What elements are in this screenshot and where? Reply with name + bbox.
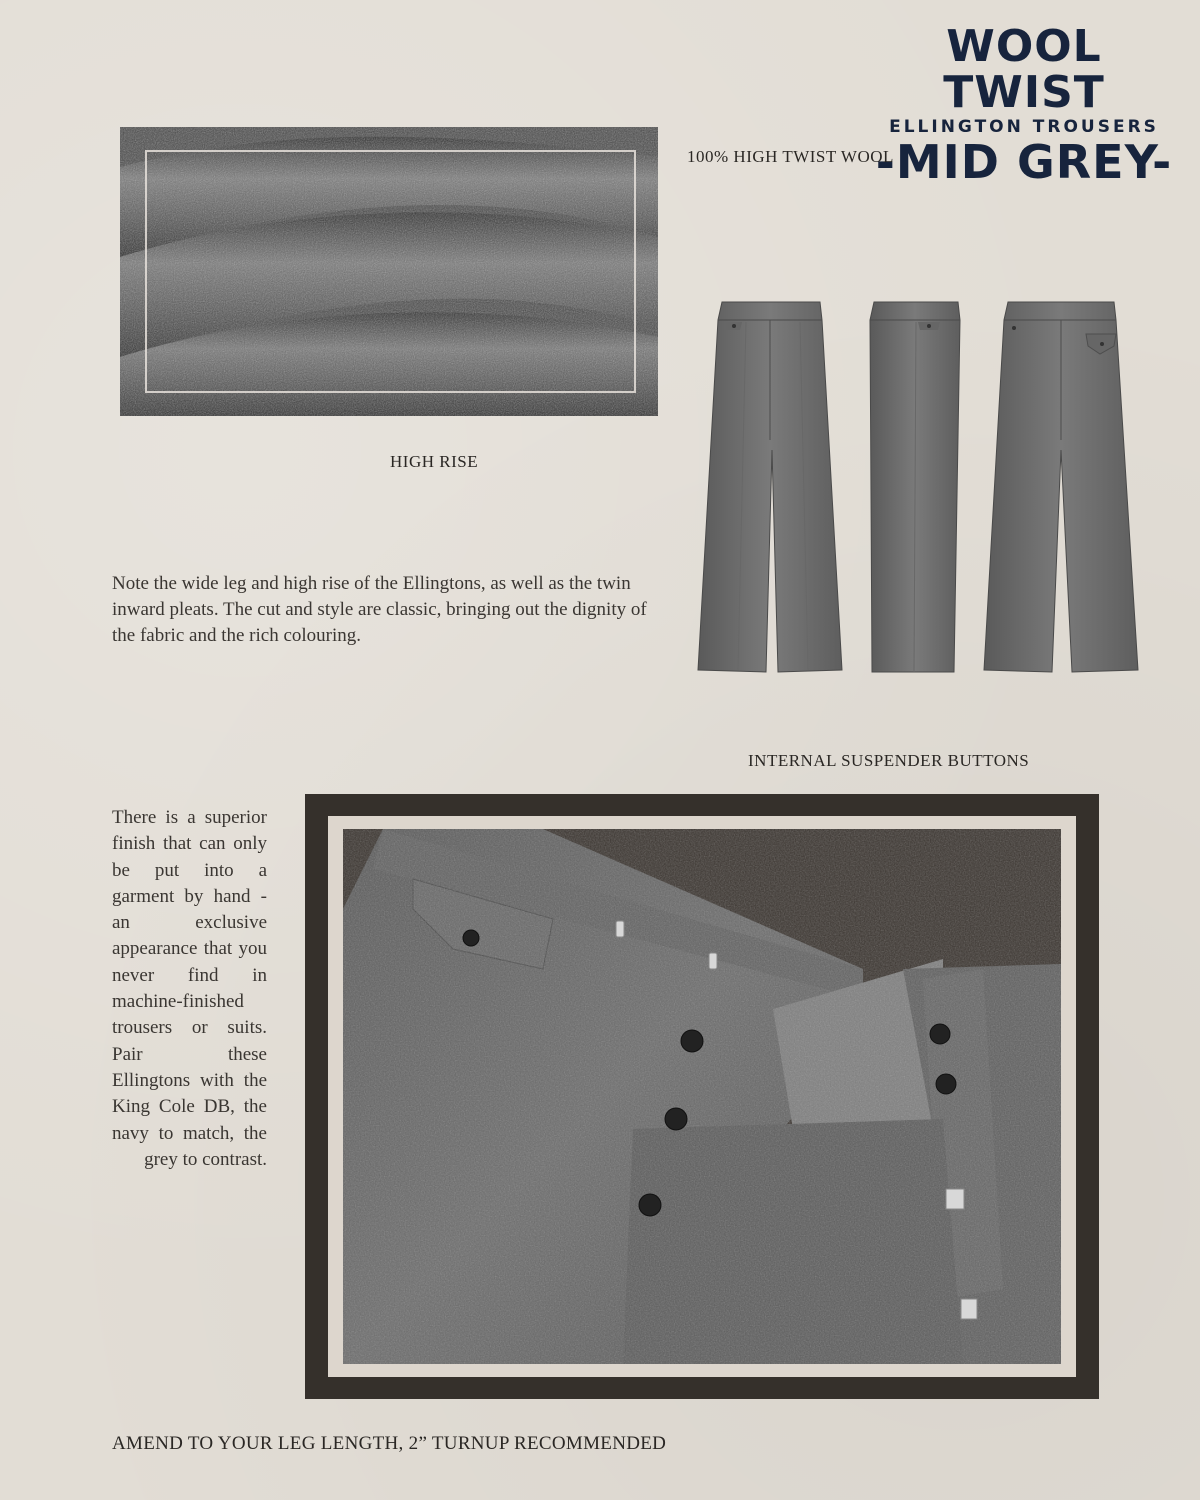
brand-logo [874,21,1174,189]
swatch-frame [145,150,636,393]
trousers-front-image [696,300,846,676]
brand-subtitle: ELLINGTON TROUSERS [889,117,1159,137]
waistband-detail-image [343,829,1061,1364]
hand-finish-text: There is a superior finish that can only be put into a garment by hand - an exclusive appearance that you never find in machine-finished trousers or suits. Pair these Ellingtons with the King Cole DB, the navy to match, the grey to contrast. [112,807,267,1170]
trousers-side-image [868,300,968,676]
high-rise-label: HIGH RISE [390,452,479,471]
fabric-swatch-image [120,127,658,416]
suspender-label: INTERNAL SUSPENDER BUTTONS [748,751,1030,770]
brand-colour: -MID GREY- [875,135,1173,189]
brand-title: WOOL TWIST [943,21,1105,118]
footer-note: AMEND TO YOUR LEG LENGTH, 2” TURNUP RECOMMENDED [112,1433,667,1454]
product-description: Note the wide leg and high rise of the Ellingtons, as well as the twin inward pleats. The cut and style are classic, bringing out the dignity of the fabric and the rich colouring. [112,573,647,646]
composition-label: 100% HIGH TWIST WOOL [687,147,894,166]
trousers-back-image [982,300,1140,676]
